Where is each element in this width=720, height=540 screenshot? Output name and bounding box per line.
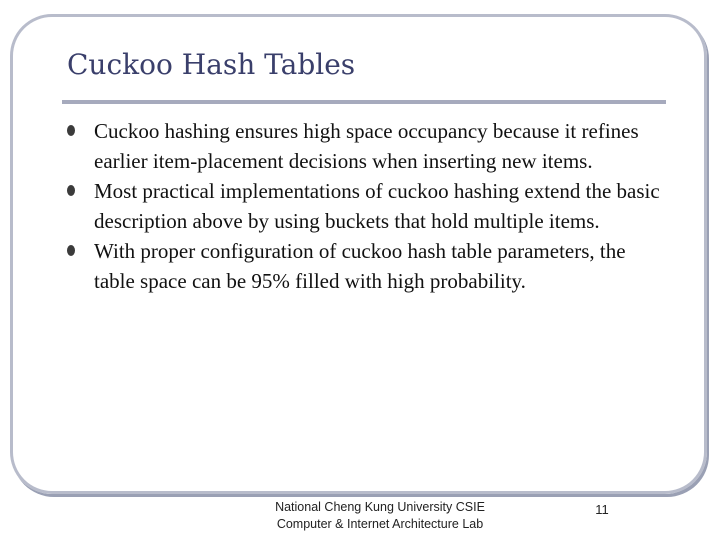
- bullet-dot-icon: [67, 185, 75, 196]
- title-divider: [62, 100, 666, 104]
- bullet-dot-icon: [67, 125, 75, 136]
- footer-institution: [240, 499, 520, 533]
- footer-line-1: National Cheng Kung University CSIE: [275, 500, 485, 514]
- slide-title: Cuckoo Hash Tables: [67, 48, 356, 81]
- bullet-item: [62, 116, 662, 176]
- page-number: 11: [595, 502, 609, 517]
- bullet-text: With proper configuration of cuckoo hash table parameters, the table space can be 95% filled with high probability.: [94, 239, 626, 293]
- bullet-dot-icon: [67, 245, 75, 256]
- bullet-list: [62, 116, 662, 296]
- bullet-item: [62, 176, 662, 236]
- bullet-text: Cuckoo hashing ensures high space occupancy because it refines earlier item-placement decisions when inserting new items.: [94, 119, 639, 173]
- bullet-item: [62, 236, 662, 296]
- bullet-text: Most practical implementations of cuckoo hashing extend the basic description above by using buckets that hold multiple items.: [94, 179, 660, 233]
- footer-line-2: Computer & Internet Architecture Lab: [276, 517, 484, 531]
